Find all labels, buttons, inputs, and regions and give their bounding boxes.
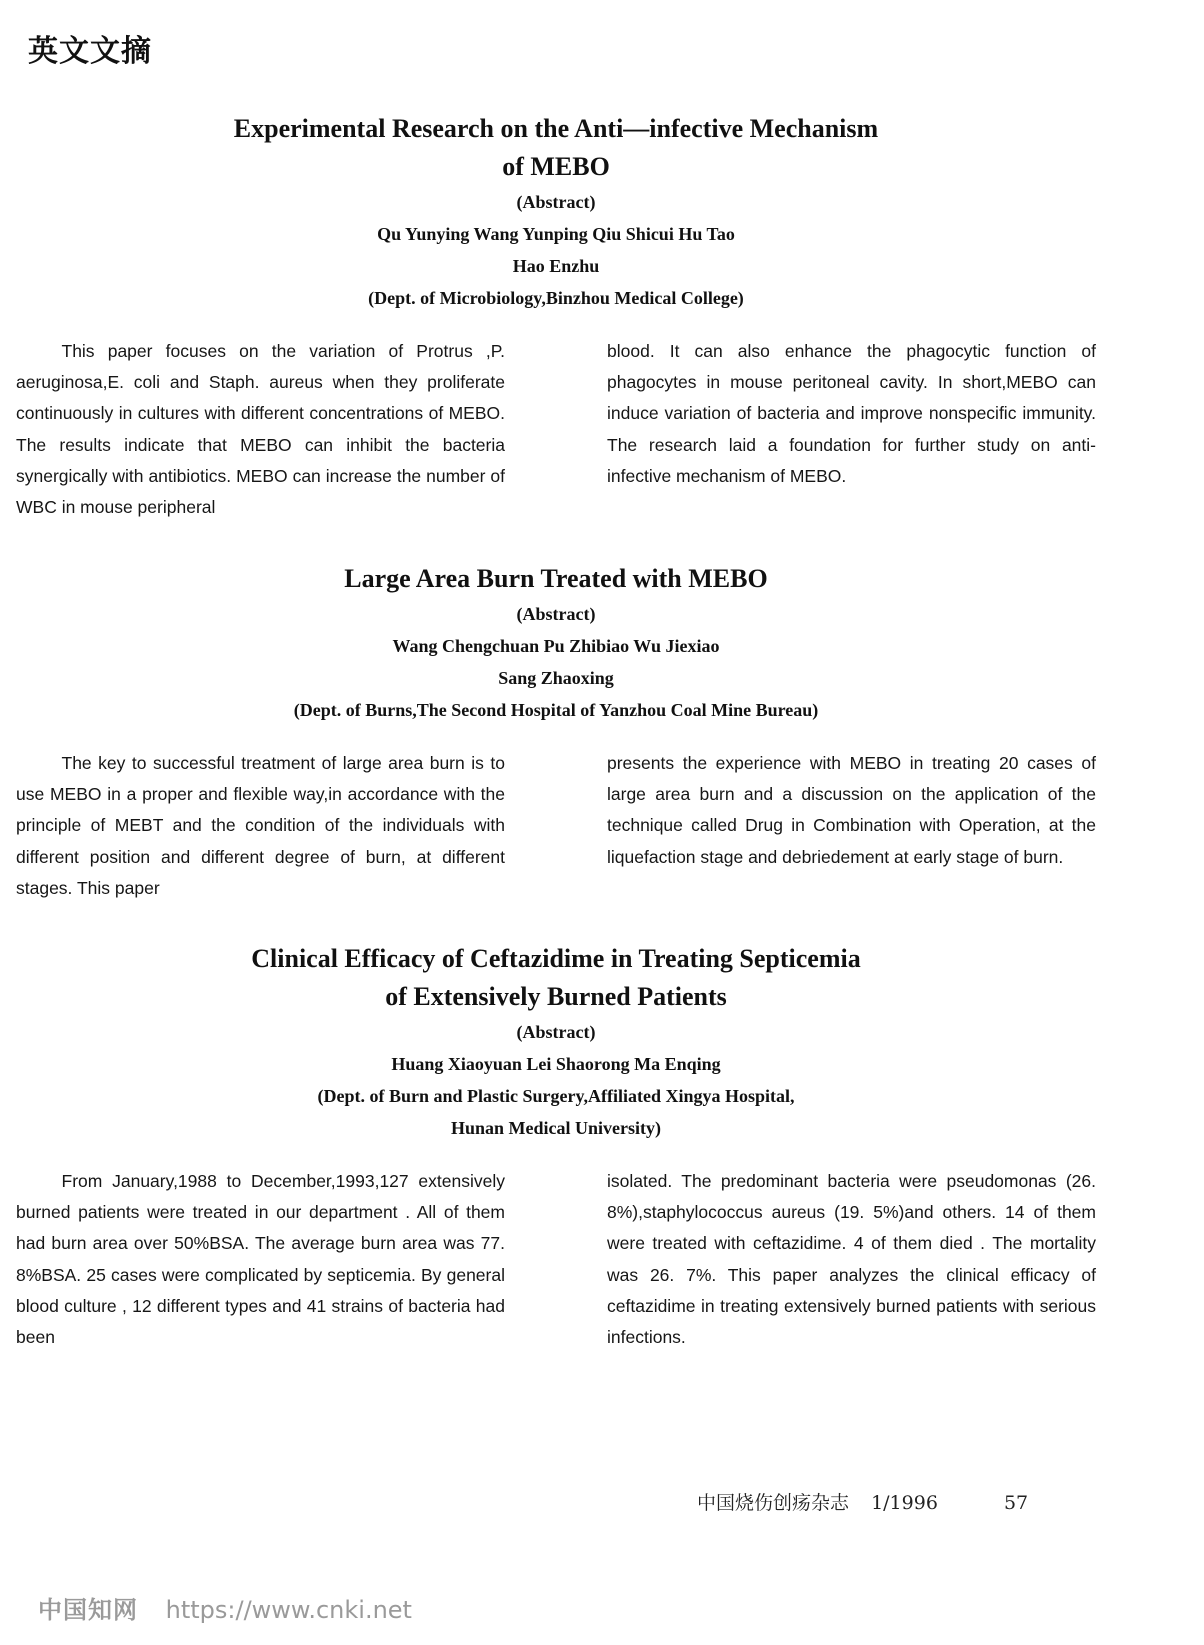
- watermark: [38, 1590, 412, 1625]
- authors-line-2: Sang Zhaoxing: [498, 668, 614, 688]
- affiliation: (Dept. of Burn and Plastic Surgery,Affiliated Xingya Hospital,: [317, 1086, 795, 1106]
- abstract-right-column: [607, 336, 1096, 523]
- abstract-body: [16, 336, 1096, 523]
- watermark-url[interactable]: https://www.cnki.net: [165, 1596, 412, 1624]
- journal-name: 中国烧伤创疡杂志: [697, 1492, 850, 1514]
- abstract-label: (Abstract): [516, 1022, 596, 1042]
- issue-number: 1/1996: [871, 1492, 938, 1514]
- abstract-left-column: [16, 336, 505, 523]
- abstract-body: [16, 748, 1096, 904]
- abstract-text: From January,1988 to December,1993,127 extensively burned patients were treated in our department . All of them had burn area over 50%BSA. The average burn area was 77. 8%BSA. 25 cases were complicated by septicemia. By general blood culture , 12 different types and 41 strains of bacteria had been: [16, 1171, 505, 1348]
- page-number: 57: [1003, 1492, 1029, 1514]
- page-footer: [697, 1488, 1028, 1515]
- abstract-text-continued: presents the experience with MEBO in treating 20 cases of large area burn and a discussion on the application of the technique called Drug in Combination with Operation, at the liquefaction stage and debriedement at early stage of burn.: [607, 753, 1096, 867]
- article-1: [16, 110, 1096, 523]
- article-title: Large Area Burn Treated with MEBO: [344, 564, 768, 593]
- abstract-right-column: [607, 748, 1096, 904]
- affiliation: (Dept. of Microbiology,Binzhou Medical College): [368, 288, 744, 308]
- article-header: [16, 110, 1096, 314]
- article-title-line-2: of MEBO: [502, 152, 610, 181]
- affiliation: (Dept. of Burns,The Second Hospital of Yanzhou Coal Mine Bureau): [293, 700, 819, 720]
- article-header: [16, 560, 1096, 726]
- article-header: [16, 940, 1096, 1144]
- authors: Qu Yunying Wang Yunping Qiu Shicui Hu Tao: [377, 224, 735, 244]
- abstract-left-column: [16, 1166, 505, 1353]
- article-3: [16, 940, 1096, 1353]
- abstract-text-continued: isolated. The predominant bacteria were pseudomonas (26. 8%),staphylococcus aureus (19. 5%)and others. 14 of them were treated with ceftazidime. 4 of them died . The mortality was 26. 7%. This paper analyzes the clinical efficacy of ceftazidime in treating extensively burned patients with serious infections.: [607, 1171, 1096, 1348]
- abstract-label: (Abstract): [516, 192, 596, 212]
- article-title: Experimental Research on the Anti—infective Mechanism: [233, 114, 879, 143]
- abstract-left-column: [16, 748, 505, 904]
- abstract-body: [16, 1166, 1096, 1353]
- abstract-text: The key to successful treatment of large area burn is to use MEBO in a proper and flexible way,in accordance with the principle of MEBT and the condition of the individuals with different position and different degree of burn, at different stages. This paper: [16, 753, 505, 898]
- affiliation-line-2: Hunan Medical University): [451, 1118, 661, 1138]
- authors-line-2: Hao Enzhu: [512, 256, 600, 276]
- abstract-text-continued: blood. It can also enhance the phagocytic function of phagocytes in mouse peritoneal cavity. In short,MEBO can induce variation of bacteria and improve nonspecific immunity. The research laid a foundation for further study on anti-infective mechanism of MEBO.: [607, 341, 1096, 486]
- authors: Wang Chengchuan Pu Zhibiao Wu Jiexiao: [392, 636, 720, 656]
- article-title: Clinical Efficacy of Ceftazidime in Treating Septicemia: [251, 944, 861, 973]
- article-2: [16, 560, 1096, 904]
- section-tag: 英文文摘: [28, 34, 152, 69]
- article-title-line-2: of Extensively Burned Patients: [385, 982, 727, 1011]
- abstract-text: This paper focuses on the variation of Protrus ,P. aeruginosa,E. coli and Staph. aureus when they proliferate continuously in cultures with different concentrations of MEBO. The results indicate that MEBO can inhibit the bacteria synergically with antibiotics. MEBO can increase the number of WBC in mouse peripheral: [16, 341, 505, 518]
- authors: Huang Xiaoyuan Lei Shaorong Ma Enqing: [391, 1054, 721, 1074]
- cnki-logo: 中国知网: [38, 1596, 138, 1624]
- abstract-label: (Abstract): [516, 604, 596, 624]
- abstract-right-column: [607, 1166, 1096, 1353]
